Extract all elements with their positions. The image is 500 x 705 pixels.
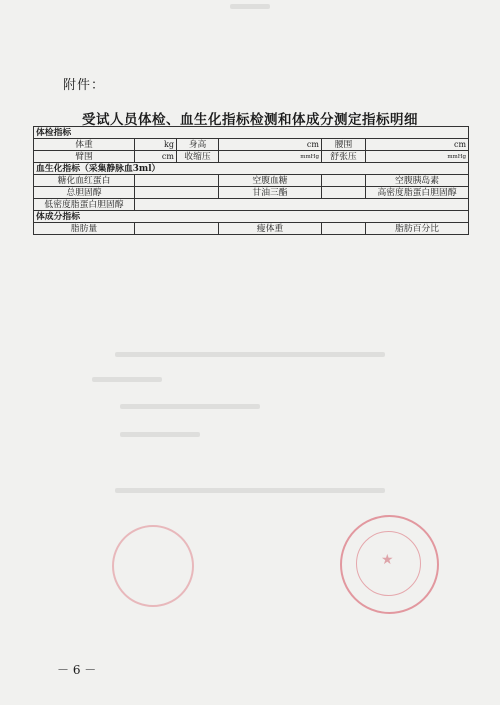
cell-value [322, 187, 366, 199]
cell-value [135, 175, 219, 187]
cell-value [135, 223, 219, 235]
cell-label: 糖化血红蛋白 [34, 175, 135, 187]
cell-label: 脂肪百分比 [366, 223, 469, 235]
bleed-through-mark [115, 488, 385, 493]
cell-label: 甘油三酯 [219, 187, 322, 199]
cell-value [322, 223, 366, 235]
cell-label: 瘦体重 [219, 223, 322, 235]
seal-star-icon: ★ [381, 552, 395, 568]
indicator-table [33, 126, 469, 235]
cell-label: 体重 [34, 139, 135, 151]
cell-label: 空腹胰岛素 [366, 175, 469, 187]
table-row [34, 187, 469, 199]
cell-label: 空腹血糖 [219, 175, 322, 187]
document-title: 受试人员体检、血生化指标检测和体成分测定指标明细 [82, 112, 418, 128]
cell-label: 收缩压 [177, 151, 219, 163]
cell-value [322, 175, 366, 187]
table-row [34, 223, 469, 235]
table-row [34, 139, 469, 151]
bleed-through-mark [120, 432, 200, 437]
cell-unit: kg [135, 139, 177, 151]
cell-value [135, 187, 219, 199]
section-row-blood [34, 163, 469, 175]
cell-label: 身高 [177, 139, 219, 151]
section-title-body-comp: 体成分指标 [34, 211, 469, 223]
attachment-label: 附件： [63, 78, 106, 93]
cell-unit: cm [219, 139, 322, 151]
cell-label: 脂肪量 [34, 223, 135, 235]
cell-label: 低密度脂蛋白胆固醇 [34, 199, 135, 211]
table-row [34, 199, 469, 211]
section-row-body-comp [34, 211, 469, 223]
cell-label: 总胆固醇 [34, 187, 135, 199]
cell-label: 舒张压 [322, 151, 366, 163]
table-row [34, 175, 469, 187]
bleed-through-mark [92, 377, 162, 382]
page-number: － 6 － [57, 663, 97, 677]
cell-unit: cm [366, 139, 469, 151]
cell-unit: mmHg [219, 151, 322, 163]
bleed-through-mark [120, 404, 260, 409]
section-title-physical: 体检指标 [34, 127, 469, 139]
cell-label: 高密度脂蛋白胆固醇 [366, 187, 469, 199]
bleed-through-mark [115, 352, 385, 357]
table-row [34, 151, 469, 163]
cell-label: 臂围 [34, 151, 135, 163]
bleed-through-mark [230, 4, 270, 9]
section-row-physical [34, 127, 469, 139]
cell-unit: cm [135, 151, 177, 163]
cell-value [135, 199, 469, 211]
cell-unit: mmHg [366, 151, 469, 163]
cell-label: 腰围 [322, 139, 366, 151]
section-title-blood: 血生化指标（采集静脉血3ml） [34, 163, 469, 175]
faint-seal-left [112, 525, 194, 607]
